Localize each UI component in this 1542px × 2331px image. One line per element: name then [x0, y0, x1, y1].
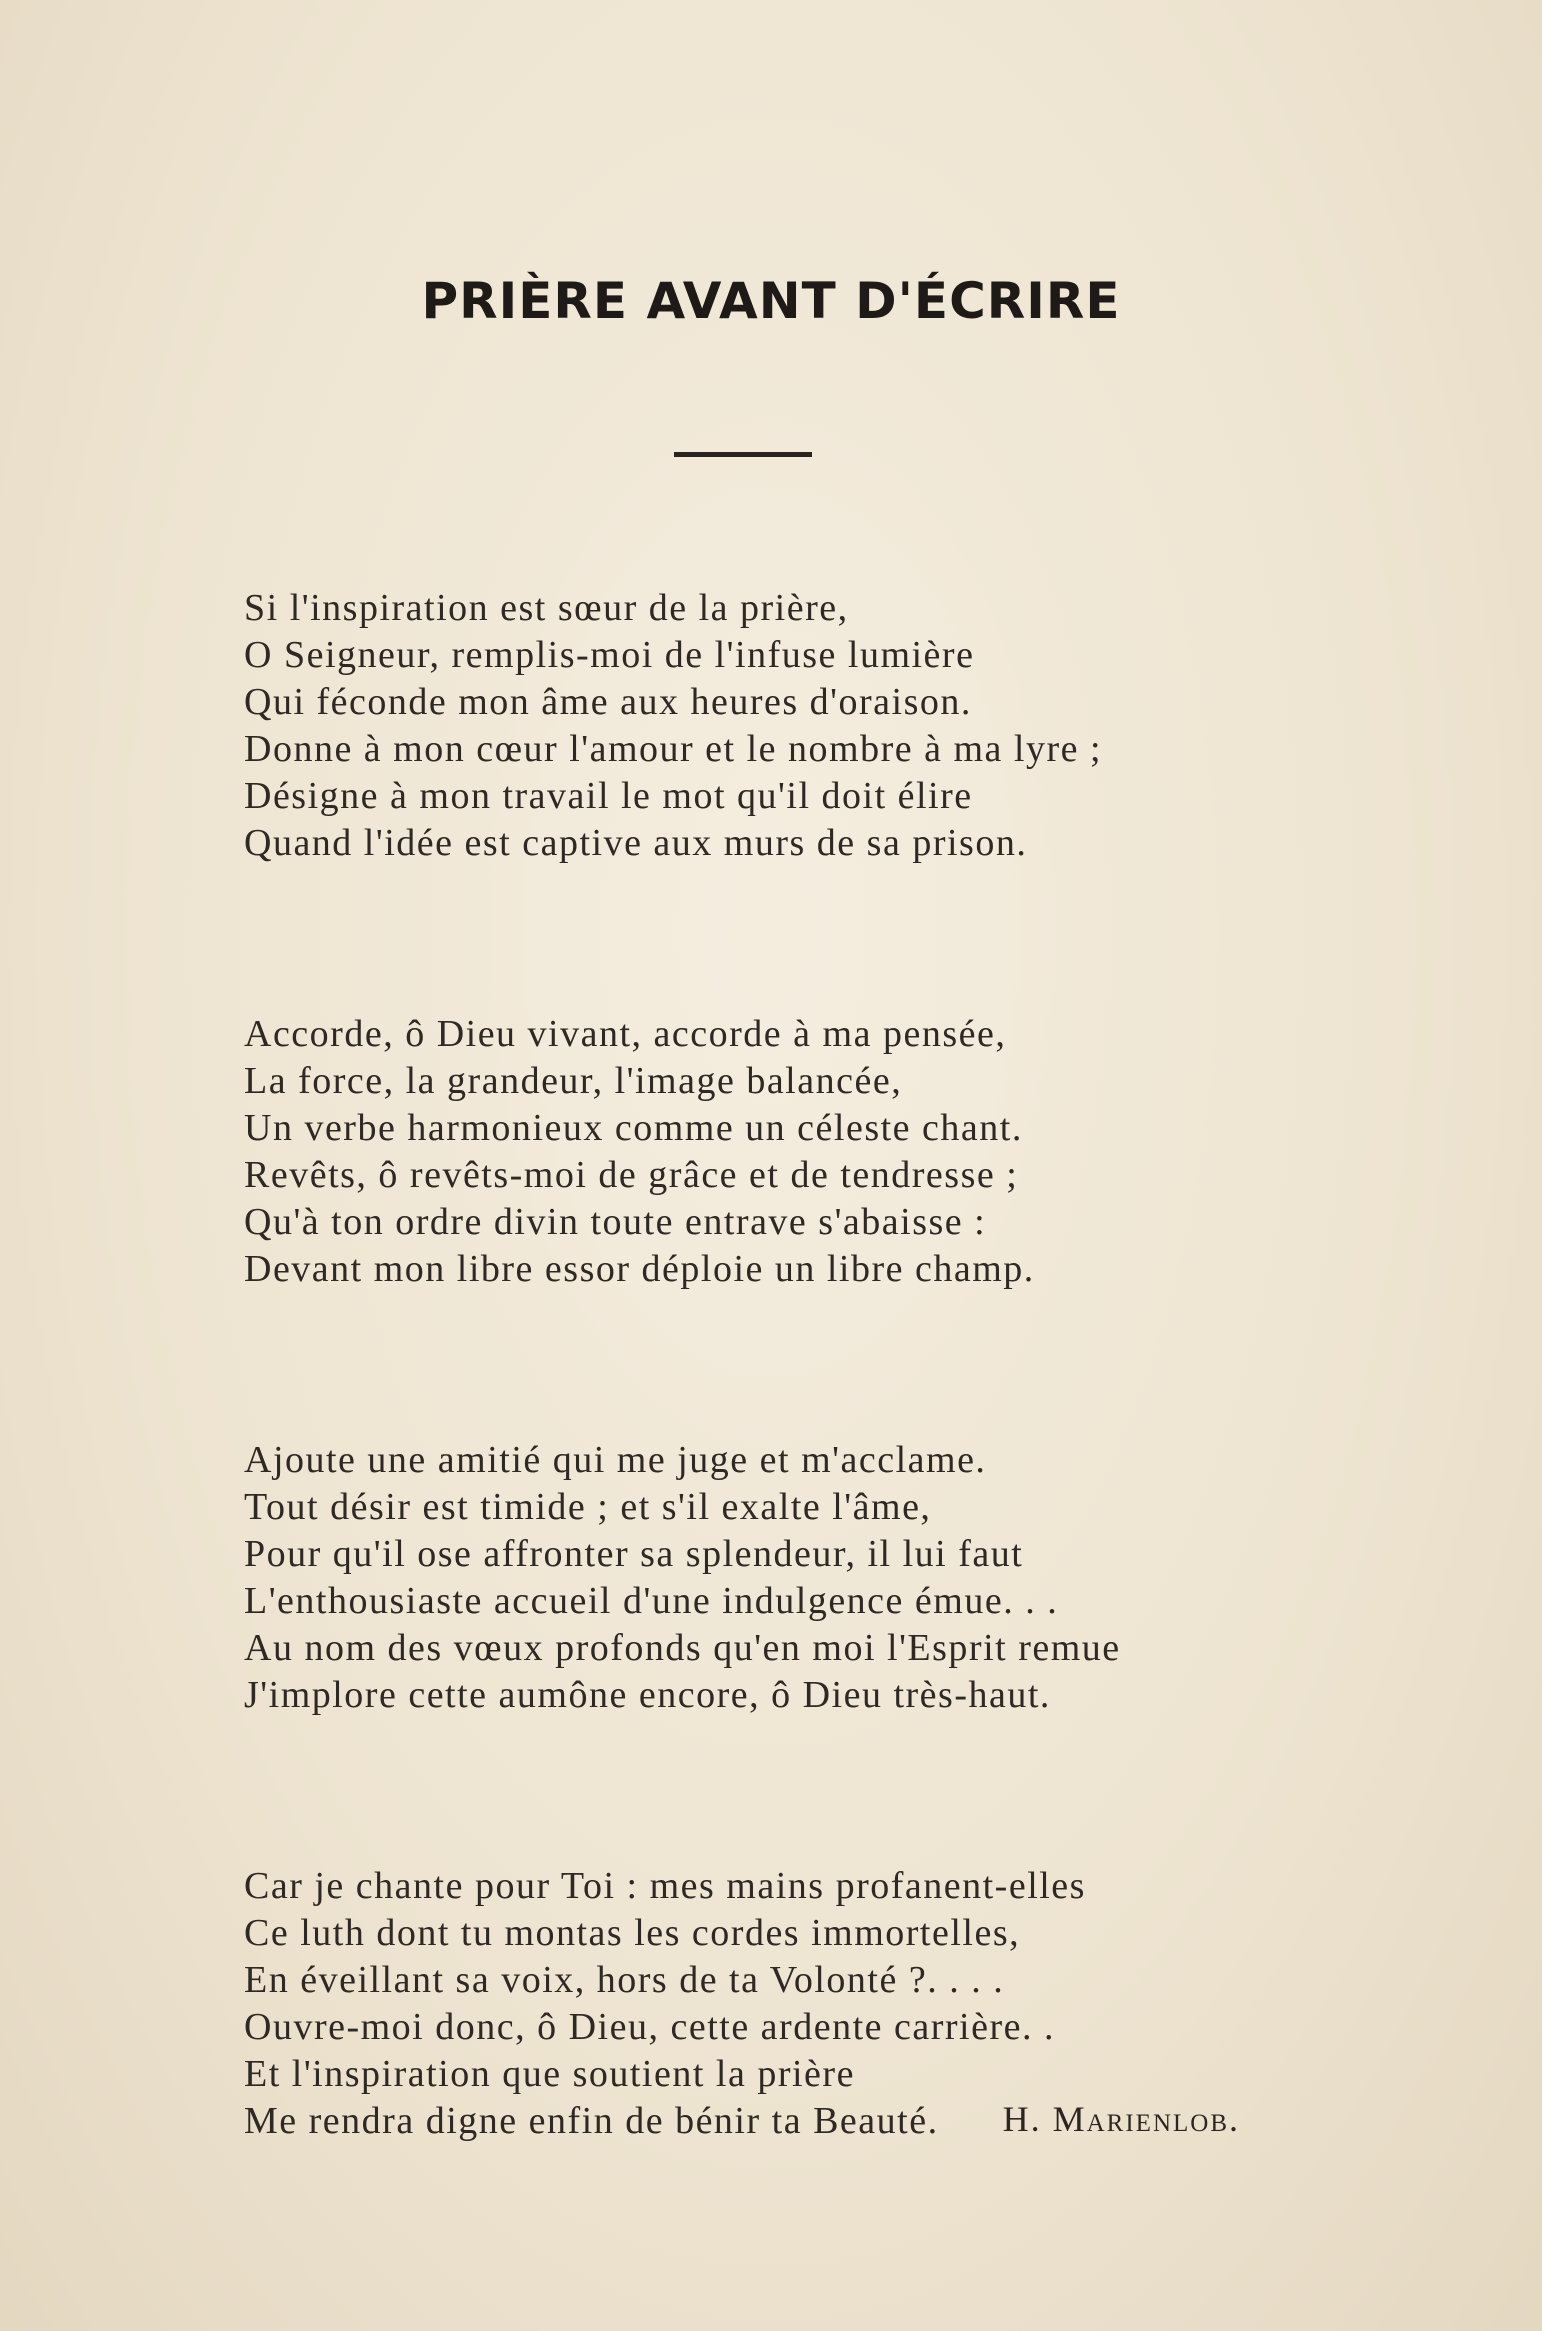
poem-line: Désigne à mon travail le mot qu'il doit élire: [244, 775, 973, 817]
poem-line: Ouvre-moi donc, ô Dieu, cette ardente carrière. .: [244, 2006, 1055, 2048]
poem-line: Donne à mon cœur l'amour et le nombre à ma lyre ;: [244, 728, 1103, 770]
poem-line: Ce luth dont tu montas les cordes immortelles,: [244, 1912, 1021, 1954]
stanza-3: [244, 1437, 1384, 1719]
poem-line: Revêts, ô revêts-moi de grâce et de tendresse ;: [244, 1154, 1019, 1196]
poem-title: PRIÈRE AVANT D'ÉCRIRE: [421, 272, 1121, 330]
poem-line: J'implore cette aumône encore, ô Dieu très-haut.: [244, 1674, 1051, 1716]
poem-line: Pour qu'il ose affronter sa splendeur, il lui faut: [244, 1533, 1024, 1575]
poem-line: O Seigneur, remplis-moi de l'infuse lumière: [244, 634, 975, 676]
poem-line: Quand l'idée est captive aux murs de sa prison.: [244, 822, 1028, 864]
stanza-2: [244, 1011, 1384, 1293]
poem-line: Un verbe harmonieux comme un céleste chant.: [244, 1107, 1023, 1149]
poem-body: [244, 585, 1384, 2145]
poem-line: Accorde, ô Dieu vivant, accorde à ma pensée,: [244, 1013, 1007, 1055]
stanza-1: [244, 585, 1384, 867]
poem-line: Devant mon libre essor déploie un libre champ.: [244, 1248, 1035, 1290]
poem-line: Tout désir est timide ; et s'il exalte l'âme,: [244, 1486, 932, 1528]
poem-line: Car je chante pour Toi : mes mains profanent-elles: [244, 1865, 1086, 1907]
poem-line: Si l'inspiration est sœur de la prière,: [244, 587, 849, 629]
poem-line: Et l'inspiration que soutient la prière: [244, 2053, 855, 2095]
title-rule: [674, 452, 812, 457]
poem-line: Au nom des vœux profonds qu'en moi l'Esprit remue: [244, 1627, 1121, 1669]
poem-line: Ajoute une amitié qui me juge et m'acclame.: [244, 1439, 987, 1481]
poem-line: Qui féconde mon âme aux heures d'oraison.: [244, 681, 972, 723]
poem-line: L'enthousiaste accueil d'une indulgence émue. . .: [244, 1580, 1059, 1622]
poem-line: Qu'à ton ordre divin toute entrave s'abaisse :: [244, 1201, 987, 1243]
author-signature: H. Marienlob.: [1002, 2099, 1240, 2139]
poem-line: Me rendra digne enfin de bénir ta Beauté.: [244, 2100, 939, 2142]
poem-line: La force, la grandeur, l'image balancée,: [244, 1060, 903, 1102]
poem-line: En éveillant sa voix, hors de ta Volonté ?. . . .: [244, 1959, 1005, 2001]
